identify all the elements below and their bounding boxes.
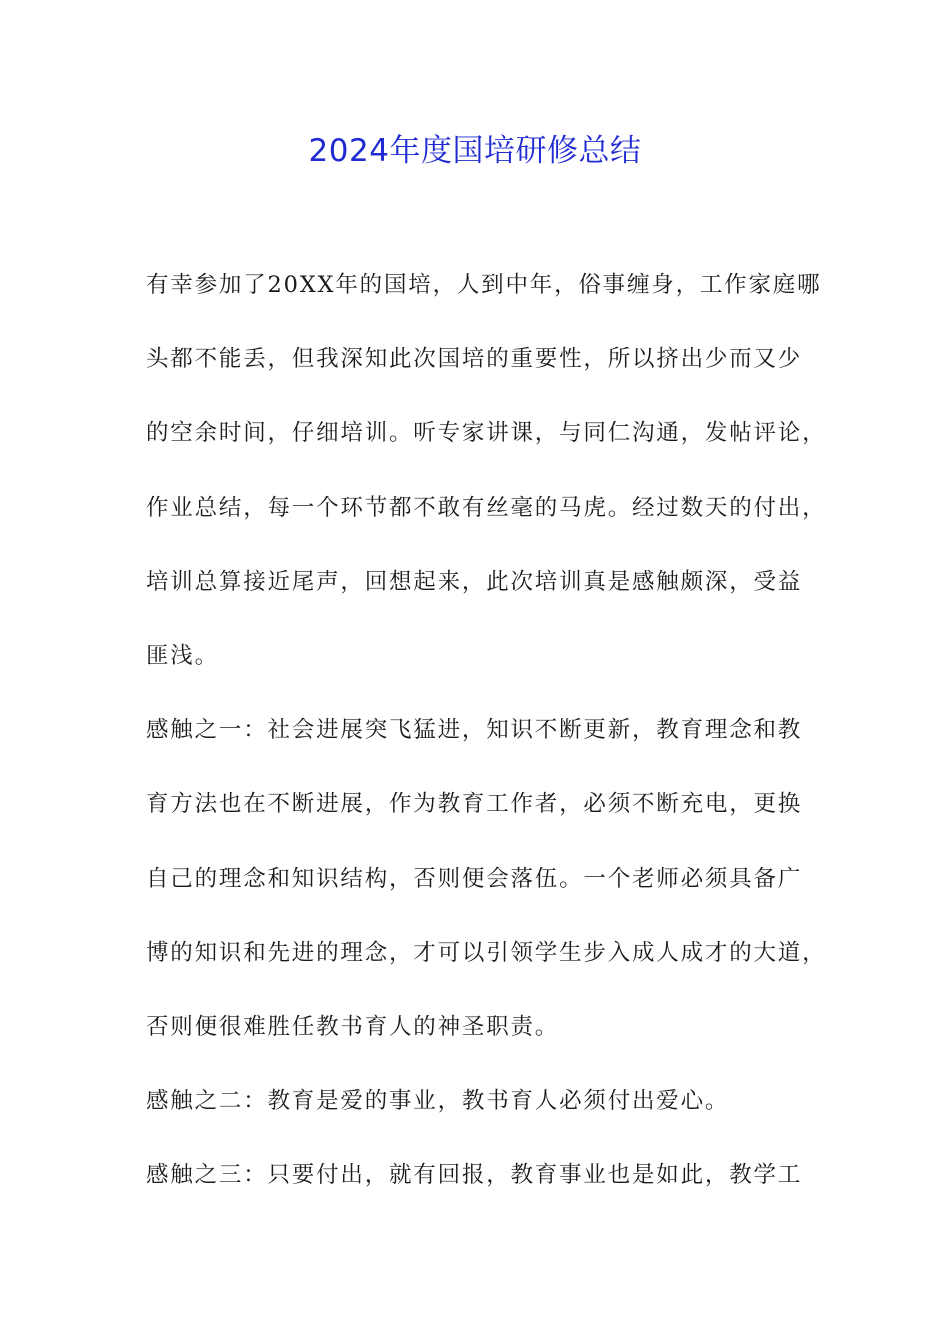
body-line: 有幸参加了20XX年的国培，人到中年，俗事缠身，工作家庭哪 [146,272,822,298]
document-body [146,263,846,1227]
body-line: 头都不能丢，但我深知此次国培的重要性，所以挤出少而又少 [146,346,803,373]
body-line: 自己的理念和知识结构，否则便会落伍。一个老师必须具备广 [146,865,803,892]
body-line: 博的知识和先进的理念，才可以引领学生步入成人成才的大道， [146,939,827,966]
document-title: 2024年度国培研修总结 [308,133,642,169]
body-line: 育方法也在不断进展，作为教育工作者，必须不断充电，更换 [146,791,803,818]
body-line: 匪浅。 [146,642,219,669]
body-line: 感触之二：教育是爱的事业，教书育人必须付出爱心。 [146,1088,730,1115]
body-line: 感触之一：社会进展突飞猛进，知识不断更新，教育理念和教 [146,717,803,744]
body-line: 的空余时间，仔细培训。听专家讲课，与同仁沟通，发帖评论， [146,420,827,447]
body-line: 作业总结，每一个环节都不敢有丝毫的马虎。经过数天的付出， [146,494,827,521]
body-line: 培训总算接近尾声，回想起来，此次培训真是感触颇深，受益 [146,568,803,595]
body-line: 否则便很难胜任教书育人的神圣职责。 [146,1013,560,1040]
body-line: 感触之三：只要付出，就有回报，教育事业也是如此，教学工 [146,1162,803,1189]
